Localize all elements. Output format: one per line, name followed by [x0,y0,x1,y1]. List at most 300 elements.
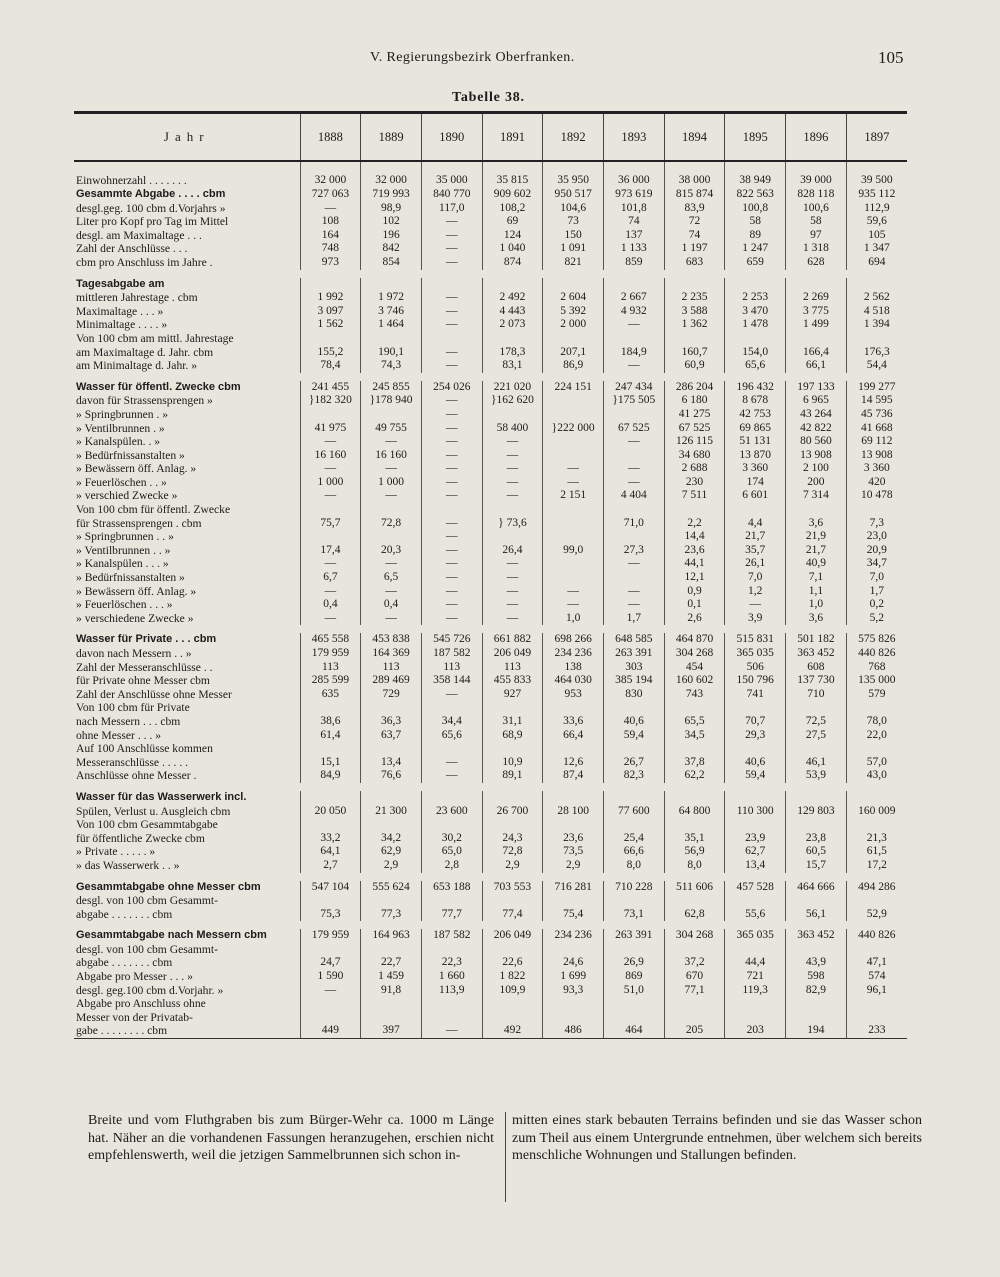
table-row [74,489,907,503]
value-cell: 29,3 [725,729,786,743]
value-cell: 179 959 [300,929,361,943]
table-row [74,476,907,490]
year-header: 1895 [725,113,786,162]
value-cell: 17,4 [300,544,361,558]
value-cell: 653 188 [421,881,482,895]
value-cell: 174 [725,476,786,490]
value-cell: 96,1 [846,984,907,998]
table-row [74,756,907,770]
value-cell: 13,4 [361,756,422,770]
value-cell: — [482,598,543,612]
value-cell [786,742,847,756]
value-cell: 0,2 [846,598,907,612]
value-cell [664,818,725,832]
value-cell: 2 253 [725,291,786,305]
value-cell: 82,9 [786,984,847,998]
value-cell: 39 000 [786,161,847,188]
value-cell: 40,9 [786,557,847,571]
value-cell: 135 000 [846,674,907,688]
value-cell: — [421,305,482,319]
value-cell: 233 [846,1024,907,1038]
row-label: Wasser für das Wasserwerk incl. [76,790,247,803]
value-cell [361,742,422,756]
row-label: nach Messern . . . cbm [76,714,181,728]
value-cell: 78,4 [300,359,361,373]
value-cell: 65,0 [421,845,482,859]
value-cell: 35,1 [664,832,725,846]
table-row [74,557,907,571]
value-cell: 1 464 [361,318,422,332]
value-cell [603,894,664,908]
value-cell: 28 100 [543,805,604,819]
value-cell [846,503,907,517]
value-cell: 200 [786,476,847,490]
value-cell: 150 [543,229,604,243]
row-label: Tagesabgabe am [76,277,165,290]
value-cell: 670 [664,970,725,984]
value-cell [543,408,604,422]
table-row [74,742,907,756]
value-cell: 1 562 [300,318,361,332]
value-cell: 3 360 [725,462,786,476]
value-cell: 32 000 [300,161,361,188]
value-cell: 62,7 [725,845,786,859]
value-cell: — [361,612,422,626]
value-cell: 34,4 [421,715,482,729]
value-cell: }175 505 [603,394,664,408]
value-cell [421,278,482,292]
value-cell [421,791,482,805]
value-cell [421,894,482,908]
row-label: für Private ohne Messer cbm [76,674,210,688]
value-cell: 108 [300,215,361,229]
value-cell [846,818,907,832]
value-cell: — [421,408,482,422]
value-cell: 3,9 [725,612,786,626]
value-cell [361,503,422,517]
value-cell: 36,3 [361,715,422,729]
value-cell: 7,1 [786,571,847,585]
value-cell: 3 746 [361,305,422,319]
value-cell: 703 553 [482,881,543,895]
value-cell: 129 803 [786,805,847,819]
row-label: desgl. von 100 cbm Gesammt- [76,894,219,908]
value-cell: — [543,476,604,490]
value-cell [725,818,786,832]
value-cell: 506 [725,661,786,675]
value-cell: 464 870 [664,633,725,647]
value-cell [361,791,422,805]
row-spacer [74,783,907,791]
value-cell: 70,7 [725,715,786,729]
value-cell: 117,0 [421,202,482,216]
value-cell: — [421,1024,482,1038]
value-cell: 2,9 [482,859,543,873]
value-cell: 363 452 [786,647,847,661]
value-cell: 2 269 [786,291,847,305]
table-row [74,346,907,360]
value-cell: — [603,318,664,332]
value-cell: 184,9 [603,346,664,360]
table-row [74,503,907,517]
table-row [74,970,907,984]
spacer-cell [74,921,907,929]
table-row [74,161,907,188]
value-cell [543,943,604,957]
value-cell: 6 180 [664,394,725,408]
table-row [74,647,907,661]
value-cell [361,894,422,908]
value-cell: 3,6 [786,612,847,626]
value-cell: 83,9 [664,202,725,216]
value-cell: — [421,422,482,436]
table-row [74,633,907,647]
value-cell: 659 [725,256,786,270]
spacer-cell [74,373,907,381]
value-cell: 21,9 [786,530,847,544]
value-cell: 1,1 [786,585,847,599]
value-cell [482,997,543,1011]
value-cell: 76,6 [361,769,422,783]
value-cell: 465 558 [300,633,361,647]
value-cell: 56,9 [664,845,725,859]
row-label: » Bedürfnissanstalten » [76,448,185,462]
row-label: Zahl der Anschlüsse ohne Messer [76,687,232,701]
page-header [0,50,1000,72]
value-cell: 515 831 [725,633,786,647]
value-cell: 74,3 [361,359,422,373]
value-cell: 449 [300,1024,361,1038]
value-cell: 38 000 [664,161,725,188]
value-cell [543,571,604,585]
value-cell: 35 000 [421,161,482,188]
value-cell [543,791,604,805]
value-cell: 501 182 [786,633,847,647]
value-cell: 77,1 [664,984,725,998]
value-cell: 16 160 [300,449,361,463]
value-cell: 73,1 [603,908,664,922]
value-cell: 2 667 [603,291,664,305]
value-cell [786,332,847,346]
value-cell: 8,0 [664,859,725,873]
value-cell: 635 [300,688,361,702]
value-cell [482,742,543,756]
row-label: desgl.geg. 100 cbm d.Vorjahrs » [76,201,226,215]
value-cell: 61,5 [846,845,907,859]
value-cell: — [421,688,482,702]
value-cell: 234 236 [543,647,604,661]
table-row [74,929,907,943]
value-cell: 34 680 [664,449,725,463]
value-cell: — [421,557,482,571]
value-cell: 101,8 [603,202,664,216]
row-label: für Strassensprengen . cbm [76,516,202,530]
value-cell [361,530,422,544]
value-cell [361,408,422,422]
value-cell: 3 775 [786,305,847,319]
value-cell: 74 [664,229,725,243]
value-cell: 35 815 [482,161,543,188]
value-cell: — [482,557,543,571]
value-cell: — [421,346,482,360]
value-cell: 197 133 [786,381,847,395]
value-cell [603,278,664,292]
value-cell [786,894,847,908]
value-cell: 2 492 [482,291,543,305]
row-label: Gesammtabgabe nach Messern cbm [76,929,267,942]
value-cell [725,943,786,957]
value-cell: 0,1 [664,598,725,612]
row-spacer [74,625,907,633]
value-cell: 26,9 [603,956,664,970]
value-cell [725,332,786,346]
value-cell [543,332,604,346]
value-cell: 464 030 [543,674,604,688]
value-cell: 126 115 [664,435,725,449]
row-label: für öffentliche Zwecke cbm [76,831,205,845]
row-label: mittleren Jahrestage . cbm [76,291,198,305]
value-cell: 72,8 [482,845,543,859]
table-row [74,530,907,544]
value-cell: 830 [603,688,664,702]
value-cell [361,997,422,1011]
value-cell: 254 026 [421,381,482,395]
value-cell: — [543,598,604,612]
value-cell: 73 [543,215,604,229]
value-cell [543,394,604,408]
value-cell: 828 118 [786,188,847,202]
row-label: Zahl der Messeranschlüsse . . [76,660,213,674]
value-cell: 60,5 [786,845,847,859]
value-cell: 285 599 [300,674,361,688]
value-cell: 89,1 [482,769,543,783]
value-cell: 199 277 [846,381,907,395]
value-cell: 10,9 [482,756,543,770]
table-row [74,381,907,395]
row-label: » Ventilbrunnen . » [76,421,165,435]
value-cell: 113 [421,661,482,675]
spacer-cell [74,625,907,633]
value-cell: 4 932 [603,305,664,319]
value-cell: 0,9 [664,585,725,599]
value-cell: — [300,984,361,998]
value-cell: 137 [603,229,664,243]
value-cell [543,1011,604,1025]
value-cell: 46,1 [786,756,847,770]
value-cell: 909 602 [482,188,543,202]
value-cell: 2,6 [664,612,725,626]
row-label: desgl. am Maximaltage . . . [76,228,202,242]
value-cell: 598 [786,970,847,984]
value-cell: 53,9 [786,769,847,783]
value-cell: 100,8 [725,202,786,216]
value-cell [421,997,482,1011]
value-cell [300,701,361,715]
row-label: Von 100 cbm Gesammtabgabe [76,818,218,832]
value-cell: 2 000 [543,318,604,332]
table-row [74,769,907,783]
table-row [74,242,907,256]
value-cell: 1 000 [361,476,422,490]
value-cell: 207,1 [543,346,604,360]
value-cell: 160,7 [664,346,725,360]
value-cell: 365 035 [725,647,786,661]
value-cell: 155,2 [300,346,361,360]
value-cell [543,517,604,531]
value-cell: 26,1 [725,557,786,571]
value-cell: 457 528 [725,881,786,895]
value-cell: 138 [543,661,604,675]
value-cell: — [421,291,482,305]
value-cell [664,278,725,292]
value-cell: — [300,202,361,216]
year-header: 1892 [543,113,604,162]
value-cell: 842 [361,242,422,256]
value-cell [725,742,786,756]
row-label: abgabe . . . . . . . cbm [76,956,173,970]
value-cell: 7,0 [725,571,786,585]
value-cell: 12,1 [664,571,725,585]
table-row [74,318,907,332]
value-cell: 683 [664,256,725,270]
value-cell: 25,4 [603,832,664,846]
value-cell [300,408,361,422]
value-cell [543,557,604,571]
row-label: Gesammtabgabe ohne Messer cbm [76,880,261,893]
value-cell: 854 [361,256,422,270]
value-cell: 494 286 [846,881,907,895]
value-cell [300,530,361,544]
value-cell: 3 588 [664,305,725,319]
value-cell: 179 959 [300,647,361,661]
value-cell [361,1011,422,1025]
value-cell: 721 [725,970,786,984]
value-cell [725,701,786,715]
value-cell: 26,7 [603,756,664,770]
row-label: Abgabe pro Messer . . . » [76,970,193,984]
value-cell [603,571,664,585]
value-cell: — [421,530,482,544]
value-cell: 2 073 [482,318,543,332]
value-cell: 113 [300,661,361,675]
value-cell: — [421,769,482,783]
value-cell [846,997,907,1011]
value-cell: 21,7 [786,544,847,558]
value-cell: — [421,517,482,531]
value-cell: 30,2 [421,832,482,846]
value-cell [603,818,664,832]
value-cell: 108,2 [482,202,543,216]
value-cell: 579 [846,688,907,702]
value-cell: — [603,585,664,599]
value-cell: 7,0 [846,571,907,585]
value-cell: 14,4 [664,530,725,544]
value-cell: 206 049 [482,647,543,661]
year-header: 1897 [846,113,907,162]
value-cell: 545 726 [421,633,482,647]
value-cell: 86,9 [543,359,604,373]
value-cell [543,701,604,715]
value-cell [543,278,604,292]
value-cell: 822 563 [725,188,786,202]
value-cell: 124 [482,229,543,243]
value-cell [300,943,361,957]
value-cell: 2 151 [543,489,604,503]
row-label: » Bewässern öff. Anlag. » [76,462,197,476]
value-cell: 38 949 [725,161,786,188]
value-cell: — [482,489,543,503]
row-label: » Feuerlöschen . . . » [76,598,173,612]
value-cell: 40,6 [603,715,664,729]
value-cell: 304 268 [664,647,725,661]
row-label: am Minimaltage d. Jahr. » [76,359,198,373]
value-cell [482,894,543,908]
value-cell: 1 590 [300,970,361,984]
value-cell: 23,6 [543,832,604,846]
table-row [74,845,907,859]
value-cell [543,435,604,449]
table-row [74,256,907,270]
value-cell: 698 266 [543,633,604,647]
value-cell: 36 000 [603,161,664,188]
table-row [74,674,907,688]
value-cell: }162 620 [482,394,543,408]
value-cell: 187 582 [421,929,482,943]
value-cell: — [482,476,543,490]
value-cell: 37,2 [664,956,725,970]
value-cell: 87,4 [543,769,604,783]
value-cell [664,997,725,1011]
value-cell: 69 112 [846,435,907,449]
table-row [74,517,907,531]
value-cell [300,278,361,292]
value-cell: 710 [786,688,847,702]
value-cell: 455 833 [482,674,543,688]
value-cell: 1 040 [482,242,543,256]
value-cell: 33,2 [300,832,361,846]
value-cell: 440 826 [846,647,907,661]
value-cell [543,818,604,832]
row-spacer [74,373,907,381]
value-cell [846,791,907,805]
value-cell: }178 940 [361,394,422,408]
value-cell: 56,1 [786,908,847,922]
value-cell: 935 112 [846,188,907,202]
value-cell: 84,9 [300,769,361,783]
year-header: 1888 [300,113,361,162]
value-cell: 58 400 [482,422,543,436]
value-cell: 16 160 [361,449,422,463]
row-label: Messeranschlüsse . . . . . [76,755,189,769]
value-cell: 23 600 [421,805,482,819]
value-cell: 68,9 [482,729,543,743]
value-cell: 289 469 [361,674,422,688]
table-row [74,661,907,675]
value-cell: 65,6 [421,729,482,743]
value-cell [786,503,847,517]
value-cell: 748 [300,242,361,256]
value-cell: 719 993 [361,188,422,202]
table-row [74,859,907,873]
value-cell: 973 619 [603,188,664,202]
value-cell: — [361,462,422,476]
table-row [74,422,907,436]
value-cell [786,278,847,292]
value-cell: 2 562 [846,291,907,305]
statistics-table-wrapper [74,111,907,1039]
value-cell: 104,6 [543,202,604,216]
value-cell: 245 855 [361,381,422,395]
